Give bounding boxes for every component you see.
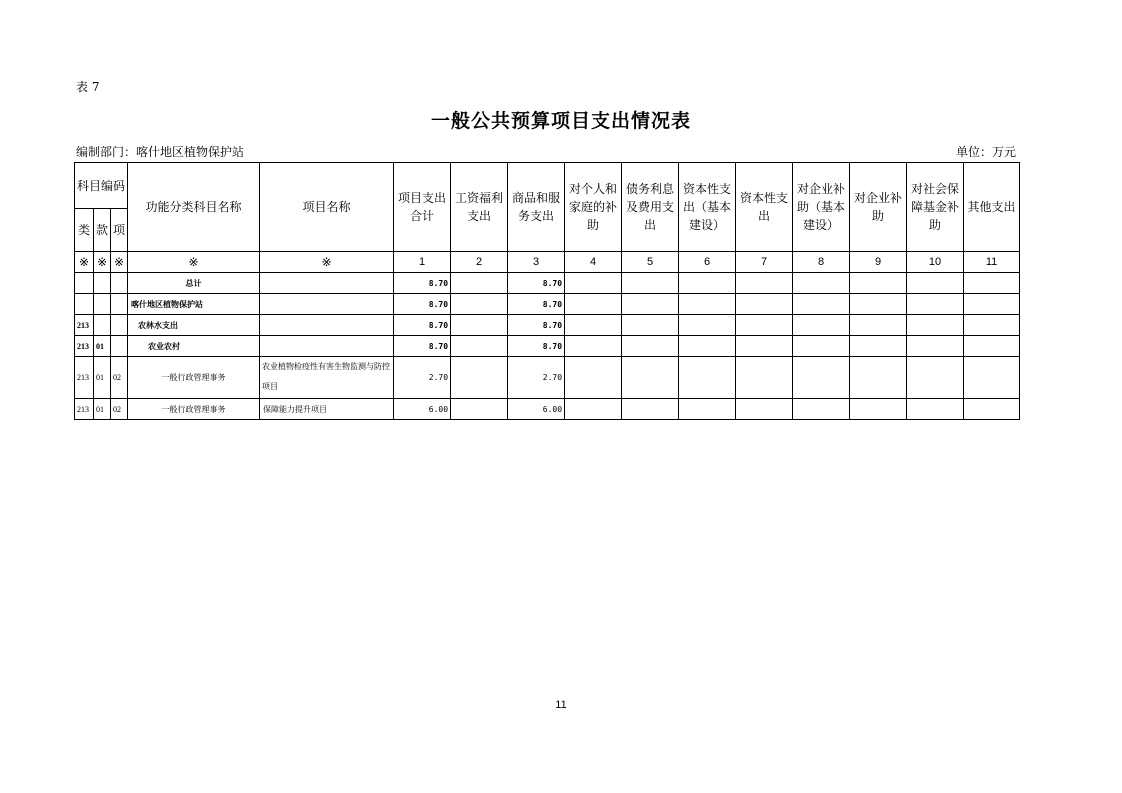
- goods-services-cell: 8.70: [508, 315, 565, 336]
- empty-cell: [736, 315, 793, 336]
- empty-cell: [964, 399, 1020, 420]
- project-name-cell: [260, 294, 394, 315]
- lei-cell: 213: [75, 399, 94, 420]
- empty-cell: [907, 357, 964, 399]
- empty-cell: [679, 336, 736, 357]
- empty-cell: [679, 399, 736, 420]
- table-row: [75, 315, 1020, 336]
- empty-cell: [907, 336, 964, 357]
- col-number: 2: [451, 252, 508, 273]
- col-header-8: 对企业补助（基本建设）: [793, 163, 850, 252]
- total-cell: 8.70: [394, 294, 451, 315]
- col-number: 9: [850, 252, 907, 273]
- salary-cell: [451, 294, 508, 315]
- page-title: 一般公共预算项目支出情况表: [430, 110, 691, 132]
- empty-cell: [964, 294, 1020, 315]
- salary-cell: [451, 357, 508, 399]
- func-name-cell: 农业农村: [128, 336, 260, 357]
- empty-cell: [850, 357, 907, 399]
- symbol-cell: ※: [94, 252, 111, 273]
- budget-table: [74, 162, 1020, 420]
- empty-cell: [679, 315, 736, 336]
- kuan-cell: [94, 294, 111, 315]
- salary-cell: [451, 336, 508, 357]
- table-row: [75, 357, 1020, 399]
- lei-cell: [75, 294, 94, 315]
- total-cell: 8.70: [394, 315, 451, 336]
- kuan-cell: [94, 315, 111, 336]
- empty-cell: [964, 273, 1020, 294]
- col-number: 6: [679, 252, 736, 273]
- empty-cell: [565, 336, 622, 357]
- empty-cell: [907, 315, 964, 336]
- xiang-cell: [111, 315, 128, 336]
- empty-cell: [964, 336, 1020, 357]
- empty-cell: [622, 315, 679, 336]
- col-header-7: 资本性支出: [736, 163, 793, 252]
- project-name-cell: 农业植物检疫性有害生物监测与防控项目: [260, 357, 394, 399]
- lei-cell: 213: [75, 336, 94, 357]
- kuan-cell: [94, 273, 111, 294]
- col-header-5: 债务利息及费用支出: [622, 163, 679, 252]
- total-cell: 8.70: [394, 336, 451, 357]
- total-cell: 2.70: [394, 357, 451, 399]
- goods-services-cell: 6.00: [508, 399, 565, 420]
- col-number: 11: [964, 252, 1020, 273]
- empty-cell: [793, 357, 850, 399]
- goods-services-cell: 2.70: [508, 357, 565, 399]
- goods-services-cell: 8.70: [508, 336, 565, 357]
- empty-cell: [964, 357, 1020, 399]
- xiang-cell: 02: [111, 399, 128, 420]
- func-name-cell: 喀什地区植物保护站: [128, 294, 260, 315]
- func-name-cell: 一般行政管理事务: [128, 357, 260, 399]
- empty-cell: [736, 273, 793, 294]
- col-header-4: 对个人和家庭的补助: [565, 163, 622, 252]
- symbol-cell: ※: [260, 252, 394, 273]
- table-number-label: 表 7: [76, 80, 100, 94]
- symbol-cell: ※: [128, 252, 260, 273]
- xiang-cell: [111, 294, 128, 315]
- col-number: 7: [736, 252, 793, 273]
- col-number: 3: [508, 252, 565, 273]
- col-header-11: 其他支出: [964, 163, 1020, 252]
- col-number: 10: [907, 252, 964, 273]
- empty-cell: [622, 399, 679, 420]
- empty-cell: [736, 294, 793, 315]
- xiang-cell: [111, 273, 128, 294]
- project-name-cell: 保障能力提升项目: [260, 399, 394, 420]
- col-header-6: 资本性支出（基本建设）: [679, 163, 736, 252]
- kuan-cell: 01: [94, 399, 111, 420]
- func-name-cell: 总计: [128, 273, 260, 294]
- empty-cell: [964, 315, 1020, 336]
- col-number: 8: [793, 252, 850, 273]
- col-header-2: 工资福利支出: [451, 163, 508, 252]
- symbol-cell: ※: [111, 252, 128, 273]
- xiang-cell: [111, 336, 128, 357]
- col-number: 5: [622, 252, 679, 273]
- empty-cell: [907, 294, 964, 315]
- project-name-cell: [260, 336, 394, 357]
- func-name-cell: 农林水支出: [128, 315, 260, 336]
- lei-cell: 213: [75, 315, 94, 336]
- empty-cell: [850, 336, 907, 357]
- empty-cell: [565, 357, 622, 399]
- empty-cell: [622, 336, 679, 357]
- department-label: 编制部门：喀什地区植物保护站: [76, 145, 245, 159]
- col-number: 4: [565, 252, 622, 273]
- empty-cell: [565, 273, 622, 294]
- col-header-3: 商品和服务支出: [508, 163, 565, 252]
- col-number: 1: [394, 252, 451, 273]
- salary-cell: [451, 315, 508, 336]
- goods-services-cell: 8.70: [508, 273, 565, 294]
- salary-cell: [451, 399, 508, 420]
- col-header-9: 对企业补助: [850, 163, 907, 252]
- empty-cell: [736, 357, 793, 399]
- lei-cell: [75, 273, 94, 294]
- empty-cell: [793, 336, 850, 357]
- xiang-header: 项: [111, 209, 128, 252]
- table-row: [75, 294, 1020, 315]
- project-name-header: 项目名称: [260, 163, 394, 252]
- col-header-10: 对社会保障基金补助: [907, 163, 964, 252]
- page-number: 11: [555, 699, 567, 711]
- empty-cell: [679, 294, 736, 315]
- table-row: [75, 336, 1020, 357]
- empty-cell: [850, 294, 907, 315]
- table-row: [75, 399, 1020, 420]
- func-name-header: 功能分类科目名称: [128, 163, 260, 252]
- func-name-cell: 一般行政管理事务: [128, 399, 260, 420]
- table-row: [75, 273, 1020, 294]
- empty-cell: [565, 294, 622, 315]
- lei-cell: 213: [75, 357, 94, 399]
- empty-cell: [736, 399, 793, 420]
- salary-cell: [451, 273, 508, 294]
- empty-cell: [793, 294, 850, 315]
- lei-header: 类: [75, 209, 94, 252]
- kuan-cell: 01: [94, 357, 111, 399]
- empty-cell: [679, 357, 736, 399]
- empty-cell: [622, 273, 679, 294]
- goods-services-cell: 8.70: [508, 294, 565, 315]
- symbol-cell: ※: [75, 252, 94, 273]
- empty-cell: [793, 399, 850, 420]
- project-name-cell: [260, 315, 394, 336]
- empty-cell: [850, 399, 907, 420]
- kuan-cell: 01: [94, 336, 111, 357]
- project-name-cell: [260, 273, 394, 294]
- empty-cell: [793, 315, 850, 336]
- unit-label: 单位：万元: [956, 145, 1017, 159]
- total-cell: 8.70: [394, 273, 451, 294]
- empty-cell: [793, 273, 850, 294]
- empty-cell: [622, 294, 679, 315]
- empty-cell: [565, 399, 622, 420]
- empty-cell: [907, 399, 964, 420]
- empty-cell: [736, 336, 793, 357]
- kuan-header: 款: [94, 209, 111, 252]
- empty-cell: [907, 273, 964, 294]
- empty-cell: [679, 273, 736, 294]
- total-cell: 6.00: [394, 399, 451, 420]
- xiang-cell: 02: [111, 357, 128, 399]
- subject-code-header: 科目编码: [75, 163, 128, 209]
- empty-cell: [622, 357, 679, 399]
- empty-cell: [850, 273, 907, 294]
- col-header-1: 项目支出合计: [394, 163, 451, 252]
- empty-cell: [850, 315, 907, 336]
- empty-cell: [565, 315, 622, 336]
